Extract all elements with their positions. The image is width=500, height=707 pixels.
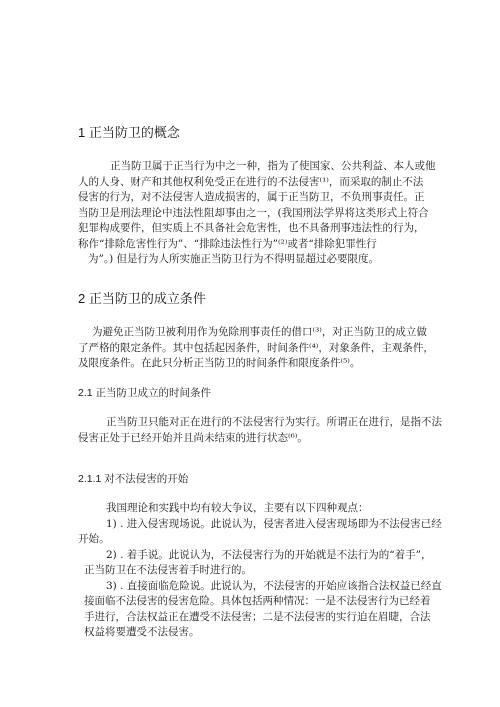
paragraph-line: 3) . 直接面临危险说。此说认为，不法侵害的开始应该指合法权益已经直 [106,579,442,592]
paragraph-line: 我国理论和实践中均有较大争议，主要有以下四种观点： [106,502,369,514]
paragraph-line: 人的人身、财产和其他权利免受正在进行的不法侵害⁽¹⁾，而采取的制止不法 [78,175,424,188]
subsection-heading-time-condition: 2.1 正当防卫成立的时间条件 [78,387,212,399]
paragraph-line: 正当防卫只能对正在进行的不法侵害行为实行。所谓正在进行，是指不法 [106,416,442,428]
paragraph-time-condition [78,415,442,446]
paragraph-line: 正当防卫属于正当行为中之一种，指为了使国家、公共利益、本人或他 [110,160,436,172]
paragraph-conditions [78,325,434,372]
paragraph-line: 当防卫是刑法理论中违法性阻却事由之一，(我国刑法学界将这类形式上符合 [78,206,429,219]
section-heading-conditions: 2 正当防卫的成立条件 [78,291,206,306]
section-heading-concept: 1 正当防卫的概念 [78,125,180,140]
paragraph-line: 侵害正处于已经开始并且尚未结束的进行状态⁽⁶⁾。 [78,431,308,444]
paragraph-line: 权益将要遭受不法侵害。 [84,626,200,638]
paragraph-line: 侵害的行为，对不法侵害人造成损害的，属于正当防卫，不负刑事责任。正 [78,191,425,203]
paragraph-line: 为避免正当防卫被利用作为免除刑事责任的借口⁽³⁾，对正当防卫的成立做 [92,326,427,338]
paragraph-infringement-start [78,501,442,641]
paragraph-line: 手进行，合法权益正在遭受不法侵害；二是不法侵害的实行迫在眉睫，合法 [84,610,431,623]
paragraph-line: 接面临不法侵害的侵害危险。具体包括两种情况：一是不法侵害行为已经着 [84,595,431,607]
paragraph-line: 1) . 进入侵害现场说。此说认为，侵害者进入侵害现场即为不法侵害已经 [106,517,442,530]
paragraph-line: 了严格的限定条件。其中包括起因条件，时间条件⁽⁴⁾，对象条件，主观条件， [78,341,434,354]
subsection-heading-infringement-start: 2.1.1 对不法侵害的开始 [78,473,189,485]
paragraph-concept [78,159,436,268]
paragraph-line: 犯罪构成要件，但实质上不具备社会危害性，也不具备刑事违法性的行为， [78,222,425,234]
paragraph-line: 正当防卫在不法侵害着手时进行的。 [84,564,252,576]
paragraph-line: 为”。) 但是行为人所实施正当防卫行为不得明显超过必要限度。 [88,253,380,265]
paragraph-line: 2) . 着手说。此说认为，不法侵害行为的开始就是不法行为的“着手”， [106,548,432,561]
paragraph-line: 开始。 [78,533,110,545]
paragraph-line: 称作“排除危害性行为”、“排除违法性行为”⁽²⁾或者“排除犯罪性行 [78,237,377,250]
paragraph-line: 及限度条件。在此只分析正当防卫的时间条件和限度条件⁽⁵⁾。 [78,357,361,369]
